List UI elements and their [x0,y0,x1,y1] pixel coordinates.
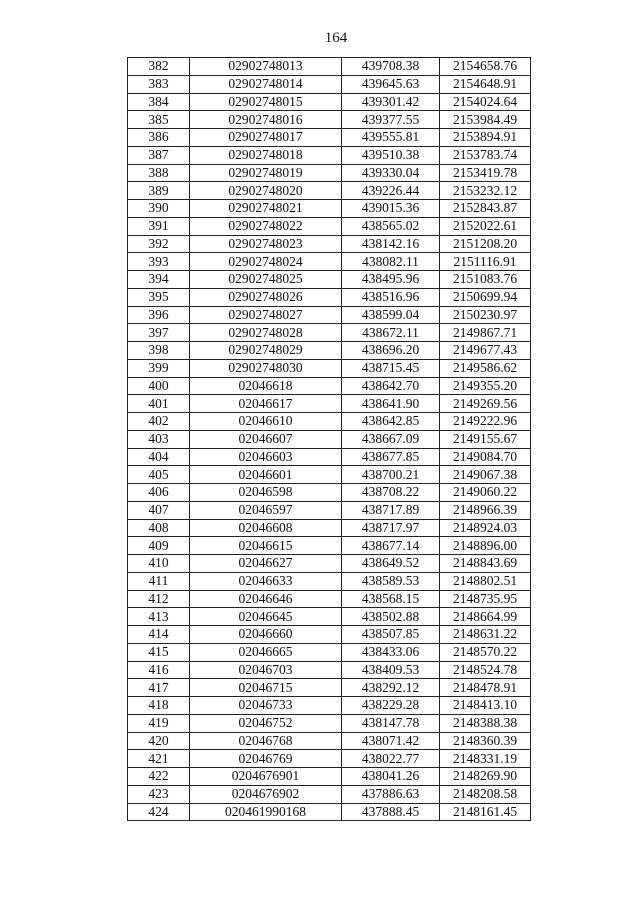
point-id-cell: 02046703 [190,661,342,679]
x-coordinate-cell: 438433.06 [342,643,440,661]
y-coordinate-cell: 2149060.22 [440,484,531,502]
point-id-cell: 02046608 [190,519,342,537]
table-row [128,608,531,626]
table-row [128,129,531,147]
row-number-cell: 414 [128,626,190,644]
y-coordinate-cell: 2149084.70 [440,448,531,466]
point-id-cell: 02046733 [190,697,342,715]
y-coordinate-cell: 2149355.20 [440,377,531,395]
table-row [128,537,531,555]
row-number-cell: 423 [128,785,190,803]
row-number-cell: 386 [128,129,190,147]
row-number-cell: 408 [128,519,190,537]
table-row [128,519,531,537]
y-coordinate-cell: 2149269.56 [440,395,531,413]
row-number-cell: 388 [128,164,190,182]
x-coordinate-cell: 438642.85 [342,413,440,431]
y-coordinate-cell: 2148924.03 [440,519,531,537]
y-coordinate-cell: 2151208.20 [440,235,531,253]
y-coordinate-cell: 2148331.19 [440,750,531,768]
row-number-cell: 399 [128,359,190,377]
x-coordinate-cell: 439226.44 [342,182,440,200]
x-coordinate-cell: 439377.55 [342,111,440,129]
y-coordinate-cell: 2148802.51 [440,572,531,590]
table-row [128,395,531,413]
table-row [128,430,531,448]
x-coordinate-cell: 438495.96 [342,271,440,289]
row-number-cell: 407 [128,501,190,519]
row-number-cell: 421 [128,750,190,768]
x-coordinate-cell: 437886.63 [342,785,440,803]
table-row [128,714,531,732]
point-id-cell: 02046660 [190,626,342,644]
x-coordinate-cell: 438589.53 [342,572,440,590]
point-id-cell: 02046627 [190,555,342,573]
point-id-cell: 0204676902 [190,785,342,803]
row-number-cell: 392 [128,235,190,253]
y-coordinate-cell: 2152843.87 [440,200,531,218]
table-row [128,572,531,590]
row-number-cell: 415 [128,643,190,661]
table-row [128,111,531,129]
table-row [128,679,531,697]
table-row [128,750,531,768]
row-number-cell: 413 [128,608,190,626]
row-number-cell: 396 [128,306,190,324]
row-number-cell: 389 [128,182,190,200]
coordinates-table [127,57,531,821]
x-coordinate-cell: 438672.11 [342,324,440,342]
y-coordinate-cell: 2153232.12 [440,182,531,200]
table-row [128,785,531,803]
row-number-cell: 387 [128,146,190,164]
row-number-cell: 385 [128,111,190,129]
y-coordinate-cell: 2148388.38 [440,714,531,732]
row-number-cell: 384 [128,93,190,111]
y-coordinate-cell: 2148896.00 [440,537,531,555]
x-coordinate-cell: 438641.90 [342,395,440,413]
y-coordinate-cell: 2154024.64 [440,93,531,111]
y-coordinate-cell: 2148478.91 [440,679,531,697]
point-id-cell: 02046645 [190,608,342,626]
y-coordinate-cell: 2153984.49 [440,111,531,129]
row-number-cell: 406 [128,484,190,502]
page-number: 164 [324,30,348,46]
point-id-cell: 02902748013 [190,58,342,76]
x-coordinate-cell: 438708.22 [342,484,440,502]
point-id-cell: 0204676901 [190,768,342,786]
x-coordinate-cell: 438717.97 [342,519,440,537]
row-number-cell: 422 [128,768,190,786]
x-coordinate-cell: 439301.42 [342,93,440,111]
row-number-cell: 398 [128,342,190,360]
row-number-cell: 412 [128,590,190,608]
y-coordinate-cell: 2153783.74 [440,146,531,164]
y-coordinate-cell: 2149586.62 [440,359,531,377]
row-number-cell: 419 [128,714,190,732]
y-coordinate-cell: 2148570.22 [440,643,531,661]
point-id-cell: 02902748022 [190,217,342,235]
x-coordinate-cell: 439330.04 [342,164,440,182]
point-id-cell: 02902748027 [190,306,342,324]
table-row [128,484,531,502]
point-id-cell: 02046615 [190,537,342,555]
y-coordinate-cell: 2149677.43 [440,342,531,360]
x-coordinate-cell: 437888.45 [342,803,440,821]
point-id-cell: 02902748020 [190,182,342,200]
row-number-cell: 395 [128,288,190,306]
point-id-cell: 02046597 [190,501,342,519]
y-coordinate-cell: 2151116.91 [440,253,531,271]
y-coordinate-cell: 2148360.39 [440,732,531,750]
x-coordinate-cell: 438082.11 [342,253,440,271]
x-coordinate-cell: 438568.15 [342,590,440,608]
point-id-cell: 02046601 [190,466,342,484]
x-coordinate-cell: 438071.42 [342,732,440,750]
x-coordinate-cell: 438715.45 [342,359,440,377]
row-number-cell: 382 [128,58,190,76]
table-row [128,306,531,324]
point-id-cell: 02046646 [190,590,342,608]
point-id-cell: 02046715 [190,679,342,697]
point-id-cell: 02902748024 [190,253,342,271]
x-coordinate-cell: 438677.14 [342,537,440,555]
point-id-cell: 02902748019 [190,164,342,182]
table-row [128,803,531,821]
table-row [128,75,531,93]
row-number-cell: 424 [128,803,190,821]
x-coordinate-cell: 439708.38 [342,58,440,76]
x-coordinate-cell: 438022.77 [342,750,440,768]
table-row [128,324,531,342]
x-coordinate-cell: 438677.85 [342,448,440,466]
y-coordinate-cell: 2148524.78 [440,661,531,679]
y-coordinate-cell: 2149155.67 [440,430,531,448]
y-coordinate-cell: 2149867.71 [440,324,531,342]
point-id-cell: 02902748021 [190,200,342,218]
row-number-cell: 405 [128,466,190,484]
point-id-cell: 02046633 [190,572,342,590]
table-row [128,661,531,679]
y-coordinate-cell: 2148161.45 [440,803,531,821]
table-row [128,448,531,466]
row-number-cell: 404 [128,448,190,466]
x-coordinate-cell: 438142.16 [342,235,440,253]
row-number-cell: 410 [128,555,190,573]
point-id-cell: 02046610 [190,413,342,431]
x-coordinate-cell: 438507.85 [342,626,440,644]
x-coordinate-cell: 438292.12 [342,679,440,697]
row-number-cell: 400 [128,377,190,395]
y-coordinate-cell: 2150230.97 [440,306,531,324]
point-id-cell: 020461990168 [190,803,342,821]
point-id-cell: 02046598 [190,484,342,502]
point-id-cell: 02046618 [190,377,342,395]
point-id-cell: 02046603 [190,448,342,466]
table-row [128,217,531,235]
y-coordinate-cell: 2148208.58 [440,785,531,803]
y-coordinate-cell: 2154658.76 [440,58,531,76]
table-row [128,164,531,182]
table-row [128,271,531,289]
row-number-cell: 393 [128,253,190,271]
x-coordinate-cell: 438696.20 [342,342,440,360]
x-coordinate-cell: 439015.36 [342,200,440,218]
y-coordinate-cell: 2152022.61 [440,217,531,235]
table-row [128,359,531,377]
point-id-cell: 02046768 [190,732,342,750]
point-id-cell: 02902748018 [190,146,342,164]
x-coordinate-cell: 438642.70 [342,377,440,395]
point-id-cell: 02046752 [190,714,342,732]
row-number-cell: 409 [128,537,190,555]
point-id-cell: 02046665 [190,643,342,661]
y-coordinate-cell: 2150699.94 [440,288,531,306]
row-number-cell: 411 [128,572,190,590]
x-coordinate-cell: 439510.38 [342,146,440,164]
y-coordinate-cell: 2149067.38 [440,466,531,484]
row-number-cell: 417 [128,679,190,697]
point-id-cell: 02902748015 [190,93,342,111]
row-number-cell: 418 [128,697,190,715]
table-row [128,377,531,395]
y-coordinate-cell: 2151083.76 [440,271,531,289]
point-id-cell: 02902748023 [190,235,342,253]
y-coordinate-cell: 2148269.90 [440,768,531,786]
x-coordinate-cell: 438229.28 [342,697,440,715]
y-coordinate-cell: 2149222.96 [440,413,531,431]
y-coordinate-cell: 2148413.10 [440,697,531,715]
x-coordinate-cell: 438667.09 [342,430,440,448]
table-row [128,697,531,715]
point-id-cell: 02902748016 [190,111,342,129]
table-row [128,501,531,519]
row-number-cell: 394 [128,271,190,289]
point-id-cell: 02046617 [190,395,342,413]
x-coordinate-cell: 439555.81 [342,129,440,147]
table-row [128,235,531,253]
row-number-cell: 420 [128,732,190,750]
row-number-cell: 402 [128,413,190,431]
row-number-cell: 416 [128,661,190,679]
table-row [128,768,531,786]
table-row [128,626,531,644]
point-id-cell: 02902748014 [190,75,342,93]
row-number-cell: 391 [128,217,190,235]
point-id-cell: 02902748025 [190,271,342,289]
y-coordinate-cell: 2148735.95 [440,590,531,608]
point-id-cell: 02902748026 [190,288,342,306]
point-id-cell: 02902748028 [190,324,342,342]
table-row [128,182,531,200]
x-coordinate-cell: 439645.63 [342,75,440,93]
y-coordinate-cell: 2148966.39 [440,501,531,519]
point-id-cell: 02046607 [190,430,342,448]
x-coordinate-cell: 438409.53 [342,661,440,679]
x-coordinate-cell: 438599.04 [342,306,440,324]
table-row [128,288,531,306]
y-coordinate-cell: 2154648.91 [440,75,531,93]
x-coordinate-cell: 438565.02 [342,217,440,235]
table-row [128,253,531,271]
x-coordinate-cell: 438041.26 [342,768,440,786]
x-coordinate-cell: 438700.21 [342,466,440,484]
y-coordinate-cell: 2148664.99 [440,608,531,626]
y-coordinate-cell: 2153894.91 [440,129,531,147]
row-number-cell: 397 [128,324,190,342]
point-id-cell: 02902748017 [190,129,342,147]
row-number-cell: 383 [128,75,190,93]
table-row [128,342,531,360]
x-coordinate-cell: 438502.88 [342,608,440,626]
table-row [128,643,531,661]
table-body [128,58,531,821]
row-number-cell: 401 [128,395,190,413]
table-row [128,732,531,750]
row-number-cell: 403 [128,430,190,448]
point-id-cell: 02902748030 [190,359,342,377]
y-coordinate-cell: 2148843.69 [440,555,531,573]
table-row [128,58,531,76]
table-row [128,466,531,484]
x-coordinate-cell: 438717.89 [342,501,440,519]
table-row [128,590,531,608]
row-number-cell: 390 [128,200,190,218]
table-row [128,413,531,431]
table-row [128,146,531,164]
y-coordinate-cell: 2148631.22 [440,626,531,644]
x-coordinate-cell: 438649.52 [342,555,440,573]
table-row [128,200,531,218]
point-id-cell: 02902748029 [190,342,342,360]
point-id-cell: 02046769 [190,750,342,768]
table-row [128,555,531,573]
table-row [128,93,531,111]
x-coordinate-cell: 438147.78 [342,714,440,732]
x-coordinate-cell: 438516.96 [342,288,440,306]
y-coordinate-cell: 2153419.78 [440,164,531,182]
